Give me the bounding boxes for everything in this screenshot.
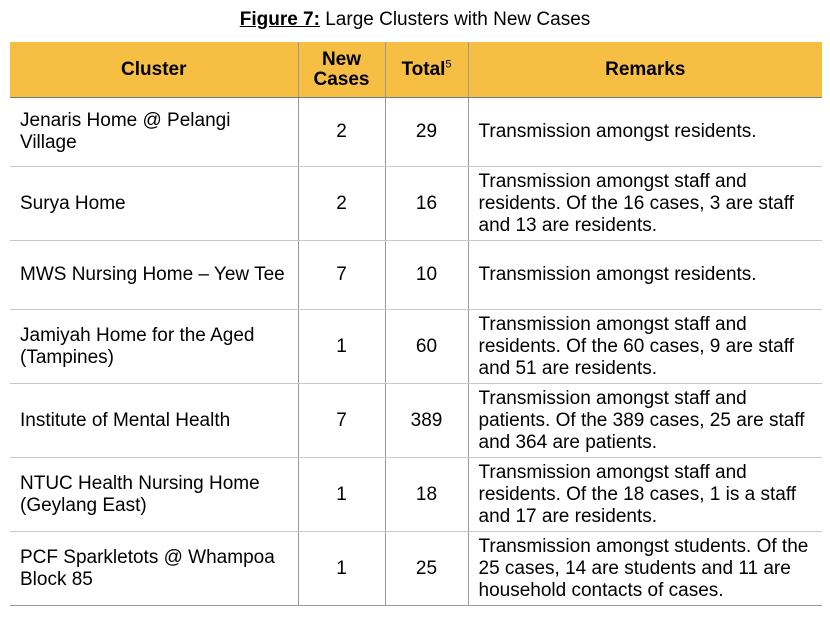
table-row	[10, 458, 822, 532]
cell-new-cases: 1	[298, 310, 385, 384]
cell-remarks: Transmission amongst staff and patients. Of the 389 cases, 25 are staff and 364 are patients.	[468, 384, 822, 458]
cell-total: 18	[385, 458, 468, 532]
cell-total: 389	[385, 384, 468, 458]
cell-new-cases: 2	[298, 167, 385, 241]
table-row	[10, 384, 822, 458]
cell-new-cases: 1	[298, 458, 385, 532]
cell-total: 29	[385, 98, 468, 167]
cell-new-cases: 1	[298, 532, 385, 606]
cell-total: 10	[385, 241, 468, 310]
cell-cluster: PCF Sparkletots @ Whampoa Block 85	[10, 532, 298, 606]
header-new-cases-line2: Cases	[313, 68, 370, 90]
header-total-label: Total	[401, 58, 446, 80]
cell-cluster: Jenaris Home @ Pelangi Village	[10, 98, 298, 167]
table-row	[10, 241, 822, 310]
table-header-row	[10, 42, 822, 98]
cell-remarks: Transmission amongst staff and residents. Of the 60 cases, 9 are staff and 51 are residents.	[468, 310, 822, 384]
cell-new-cases: 7	[298, 384, 385, 458]
cell-total: 16	[385, 167, 468, 241]
cell-new-cases: 2	[298, 98, 385, 167]
figure-title	[0, 8, 830, 32]
footnote-marker: 5	[445, 58, 452, 71]
cell-total: 25	[385, 532, 468, 606]
figure-label: Figure 7:	[239, 9, 320, 30]
cell-cluster: Surya Home	[10, 167, 298, 241]
cell-remarks: Transmission amongst staff and residents. Of the 18 cases, 1 is a staff and 17 are residents.	[468, 458, 822, 532]
cell-cluster: NTUC Health Nursing Home (Geylang East)	[10, 458, 298, 532]
cell-cluster: MWS Nursing Home – Yew Tee	[10, 241, 298, 310]
cell-remarks: Transmission amongst residents.	[468, 241, 822, 310]
header-total	[385, 42, 468, 98]
cell-remarks: Transmission amongst students. Of the 25 cases, 14 are students and 11 are household contacts of cases.	[468, 532, 822, 606]
header-remarks: Remarks	[468, 42, 822, 98]
cell-total: 60	[385, 310, 468, 384]
cell-cluster: Jamiyah Home for the Aged (Tampines)	[10, 310, 298, 384]
clusters-table	[10, 42, 822, 606]
cell-remarks: Transmission amongst residents.	[468, 98, 822, 167]
header-cluster: Cluster	[10, 42, 298, 98]
cell-cluster: Institute of Mental Health	[10, 384, 298, 458]
table-row	[10, 310, 822, 384]
header-new-cases-line1: New	[321, 48, 362, 70]
cell-remarks: Transmission amongst staff and residents. Of the 16 cases, 3 are staff and 13 are residents.	[468, 167, 822, 241]
figure-caption: Large Clusters with New Cases	[325, 9, 591, 30]
cell-new-cases: 7	[298, 241, 385, 310]
table-row	[10, 532, 822, 606]
table-row	[10, 167, 822, 241]
header-new-cases	[298, 42, 385, 98]
table-row	[10, 98, 822, 167]
